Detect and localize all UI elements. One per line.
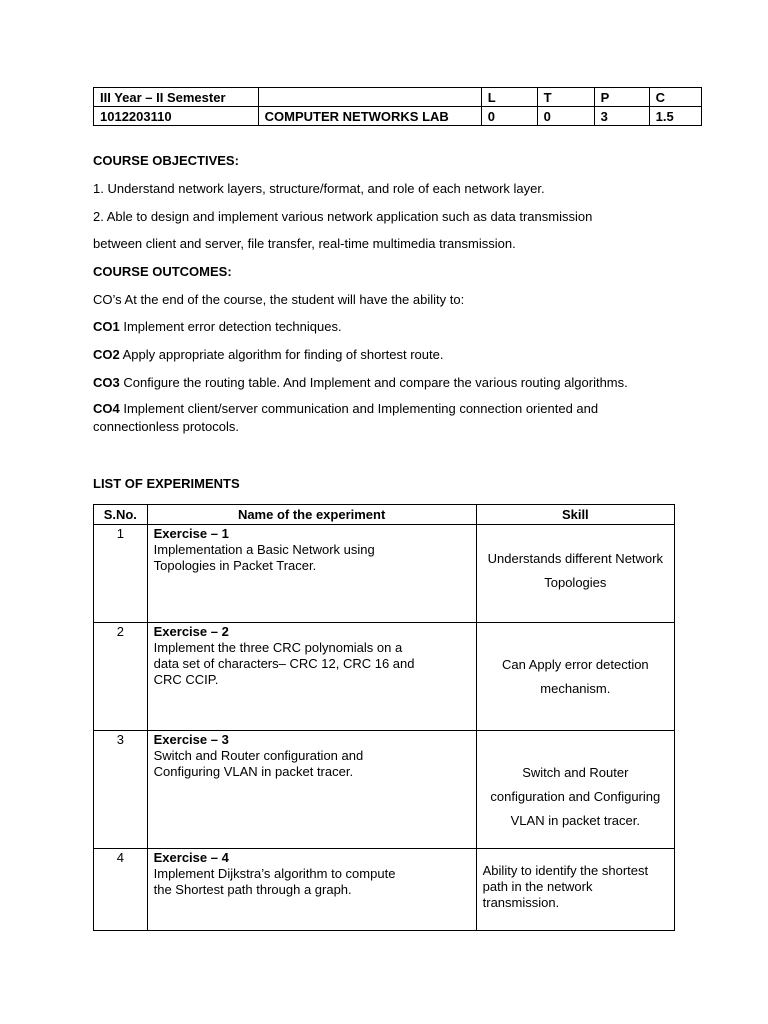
l-value-cell: 0 [481,107,537,126]
sno-cell: 2 [94,623,148,731]
outcomes-intro: CO’s At the end of the course, the student will have the ability to: [93,292,465,307]
outcome-item [93,400,633,436]
table-row [94,525,675,623]
sno-cell: 4 [94,849,148,931]
p-header-cell: P [594,88,649,107]
outcome-code: CO2 [93,347,120,362]
p-value-cell: 3 [594,107,649,126]
experiments-table [93,504,675,931]
t-header-cell: T [537,88,594,107]
outcome-item [93,318,693,336]
skill-text: Can Apply error detection mechanism. [501,656,649,696]
skill-text: Understands different Network Topologies [487,551,663,590]
skill-column-header: Skill [476,505,674,525]
c-header-cell: C [649,88,701,107]
c-value-cell: 1.5 [649,107,701,126]
course-header-table [93,87,702,126]
t-value-cell: 0 [537,107,594,126]
objective-item-2-line-2: between client and server, file transfer, real-time multimedia transmission. [93,236,516,251]
objectives-heading: COURSE OBJECTIVES: [93,153,239,168]
skill-text: Ability to identify the shortest path in the network transmission. [482,863,649,910]
year-semester-cell: III Year – II Semester [94,88,259,107]
outcomes-heading: COURSE OUTCOMES: [93,264,232,279]
sno-cell: 3 [94,731,148,849]
table-row [94,731,675,849]
sno-column-header: S.No. [94,505,148,525]
outcome-code: CO1 [93,319,120,334]
exercise-description: Implement Dijkstra’s algorithm to compute the Shortest path through a graph. [153,866,396,897]
objective-item-2-line-1: 2. Able to design and implement various network application such as data transmission [93,209,593,224]
exercise-title: Exercise – 4 [153,850,229,865]
outcome-text: Implement error detection techniques. [119,319,342,334]
exercise-title: Exercise – 3 [153,732,229,747]
outcome-code: CO4 [93,401,120,416]
objective-item-1: 1. Understand network layers, structure/format, and role of each network layer. [93,181,545,196]
exercise-description: Implementation a Basic Network using Topologies in Packet Tracer. [153,542,375,573]
outcome-text: Implement client/server communication and Implementing connection oriented and connectionless protocols. [93,401,599,434]
outcome-item [93,346,693,364]
experiment-cell [147,623,476,731]
sno-cell: 1 [94,525,148,623]
experiment-cell [147,731,476,849]
exercise-title: Exercise – 2 [153,624,229,639]
l-header-cell: L [481,88,537,107]
outcome-item [93,374,693,392]
outcome-text: Apply appropriate algorithm for finding of shortest route. [119,347,444,362]
course-code-cell: 1012203110 [94,107,259,126]
experiments-heading: LIST OF EXPERIMENTS [93,476,240,491]
course-name-cell: COMPUTER NETWORKS LAB [258,107,481,126]
table-row [94,849,675,931]
name-column-header: Name of the experiment [147,505,476,525]
header-row-2 [94,107,702,126]
blank-cell [258,88,481,107]
outcome-text: Configure the routing table. And Implement and compare the various routing algorithms. [119,375,628,390]
skill-cell [476,623,674,731]
exercise-description: Switch and Router configuration and Configuring VLAN in packet tracer. [153,748,364,779]
exercise-title: Exercise – 1 [153,526,229,541]
table-row [94,623,675,731]
experiment-cell [147,849,476,931]
skill-cell [476,731,674,849]
skill-text: Switch and Router configuration and Configuring VLAN in packet tracer. [490,765,661,828]
exercise-description: Implement the three CRC polynomials on a data set of characters– CRC 12, CRC 16 and CRC CCIP. [153,640,415,687]
header-row-1 [94,88,702,107]
outcome-code: CO3 [93,375,120,390]
experiment-cell [147,525,476,623]
skill-cell [476,525,674,623]
skill-cell [476,849,674,931]
experiments-header-row [94,505,675,525]
